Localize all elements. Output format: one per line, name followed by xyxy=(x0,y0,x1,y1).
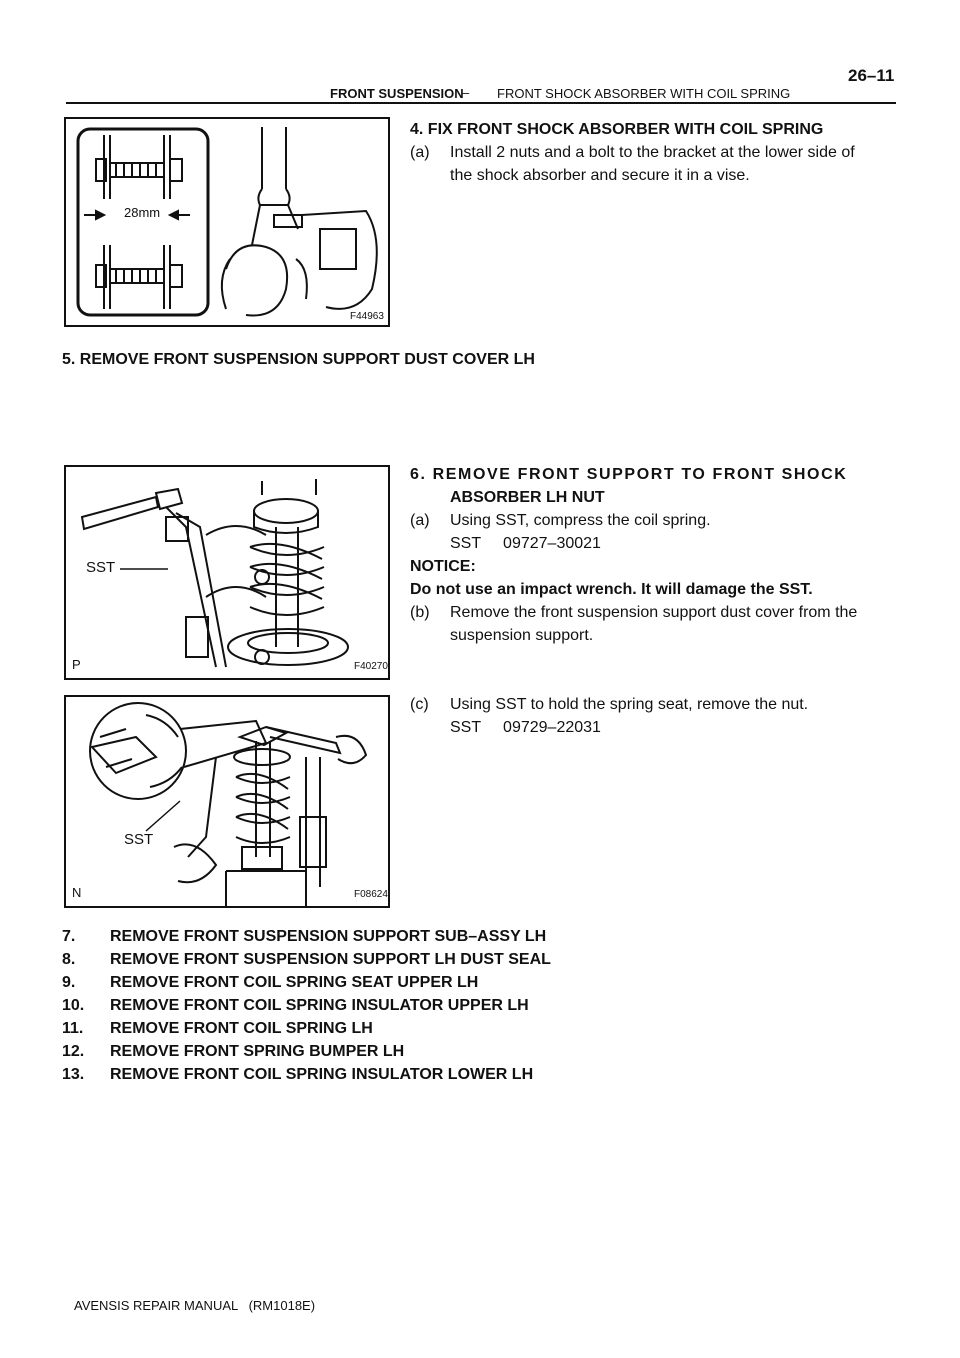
step-4a-text-2: the shock absorber and secure it in a vise. xyxy=(450,167,750,184)
figure-code: F44963 xyxy=(350,311,384,322)
page-number: 26–11 xyxy=(848,66,895,85)
step-6b-text-1: Remove the front suspension support dust cover from the xyxy=(450,604,858,621)
figure-code: F40270 xyxy=(354,661,388,672)
list-item-text: REMOVE FRONT COIL SPRING INSULATOR LOWER LH xyxy=(110,1066,534,1083)
list-item-text: REMOVE FRONT COIL SPRING LH xyxy=(110,1020,373,1037)
sst-label: SST xyxy=(86,559,116,576)
step-6c-text: Using SST to hold the spring seat, remove the nut. xyxy=(450,696,809,713)
spring-seat-holding-illustration xyxy=(66,697,388,906)
list-item-text: REMOVE FRONT SUSPENSION SUPPORT SUB–ASSY LH xyxy=(110,928,547,945)
step-6a-sst: SST 09727–30021 xyxy=(450,535,601,552)
step-6a-marker: (a) xyxy=(410,512,430,529)
list-item-num: 10. xyxy=(62,997,85,1014)
notice-text: Do not use an impact wrench. It will damage the SST. xyxy=(410,581,813,598)
list-item-num: 9. xyxy=(62,974,76,991)
step-6-title-2: ABSORBER LH NUT xyxy=(450,489,605,506)
figure-f08624 xyxy=(64,695,390,908)
sst-label: SST xyxy=(124,831,154,848)
list-item-num: 8. xyxy=(62,951,76,968)
list-item-num: 11. xyxy=(62,1020,84,1037)
list-item-num: 13. xyxy=(62,1066,85,1083)
figure-f40270 xyxy=(64,465,390,680)
notice-label: NOTICE: xyxy=(410,558,476,575)
figure-code: F08624 xyxy=(354,889,388,900)
header-rule xyxy=(66,102,896,104)
shock-bracket-illustration xyxy=(66,119,388,325)
figure-letter: P xyxy=(72,657,81,672)
header-separator: – xyxy=(462,85,470,100)
step-6b-text-2: suspension support. xyxy=(450,627,594,644)
figure-f44963 xyxy=(64,117,390,327)
step-5-title: 5. REMOVE FRONT SUSPENSION SUPPORT DUST COVER LH xyxy=(62,351,535,368)
step-6c-sst: SST 09729–22031 xyxy=(450,719,601,736)
subsection-title: FRONT SHOCK ABSORBER WITH COIL SPRING xyxy=(497,86,791,101)
step-6a-text: Using SST, compress the coil spring. xyxy=(450,512,711,529)
list-item-text: REMOVE FRONT SUSPENSION SUPPORT LH DUST SEAL xyxy=(110,951,551,968)
step-6c-marker: (c) xyxy=(410,696,429,713)
step-6-title-1: 6. REMOVE FRONT SUPPORT TO FRONT SHOCK xyxy=(410,466,848,483)
step-4a-marker: (a) xyxy=(410,144,430,161)
list-item-num: 12. xyxy=(62,1043,85,1060)
step-4-title: 4. FIX FRONT SHOCK ABSORBER WITH COIL SPRING xyxy=(410,121,824,138)
list-item-text: REMOVE FRONT COIL SPRING SEAT UPPER LH xyxy=(110,974,479,991)
section-title: FRONT SUSPENSION xyxy=(330,86,464,101)
list-item-text: REMOVE FRONT COIL SPRING INSULATOR UPPER LH xyxy=(110,997,529,1014)
dimension-label: 28mm xyxy=(124,205,161,220)
figure-letter: N xyxy=(72,885,82,900)
step-6b-marker: (b) xyxy=(410,604,430,621)
list-item-text: REMOVE FRONT SPRING BUMPER LH xyxy=(110,1043,405,1060)
list-item-num: 7. xyxy=(62,928,76,945)
step-4a-text-1: Install 2 nuts and a bolt to the bracket at the lower side of xyxy=(450,144,855,161)
footer-manual-title: AVENSIS REPAIR MANUAL (RM1018E) xyxy=(74,1298,316,1313)
